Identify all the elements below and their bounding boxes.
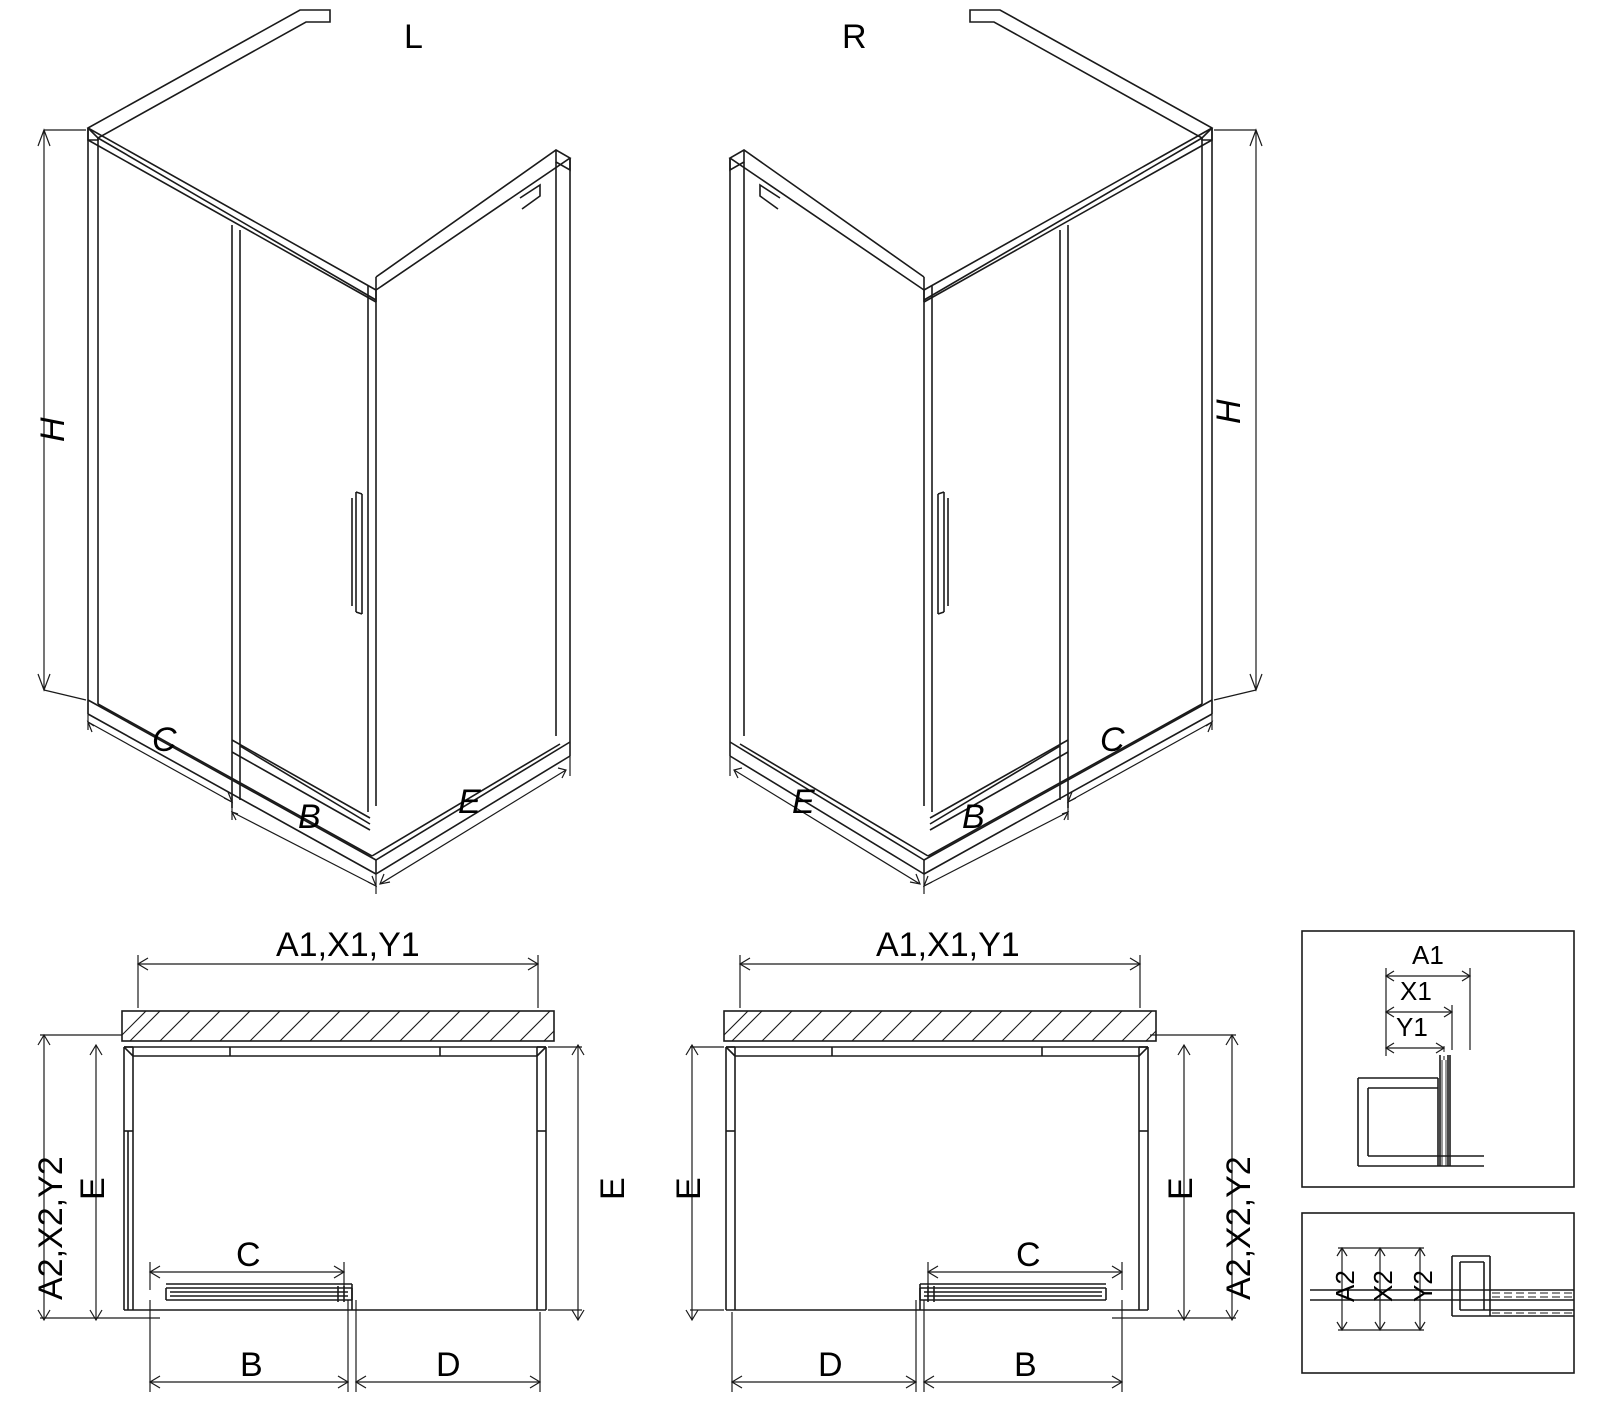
dimension-label-c-plan-left: C bbox=[236, 1236, 261, 1274]
dimension-label-h-left: H bbox=[34, 417, 72, 442]
dimension-label-b-plan-right: B bbox=[1014, 1346, 1037, 1384]
dimension-label-c-right-iso: C bbox=[1100, 721, 1125, 759]
dimension-label-e-plan-right-outer: E bbox=[670, 1177, 708, 1200]
dimension-label-d-plan-right: D bbox=[818, 1346, 843, 1384]
detail-label-a2: A2 bbox=[1330, 1270, 1360, 1302]
dimension-label-c-plan-right: C bbox=[1016, 1236, 1041, 1274]
view-label-left: L bbox=[404, 18, 423, 56]
dimension-label-a1x1y1-left: A1,X1,Y1 bbox=[276, 926, 420, 964]
plan-left-dimensions bbox=[38, 955, 584, 1392]
iso-view-right bbox=[730, 10, 1212, 874]
dimension-label-h-right: H bbox=[1210, 399, 1248, 424]
dimension-label-b-plan-left: B bbox=[240, 1346, 263, 1384]
dimension-label-e-left-iso: E bbox=[458, 783, 481, 821]
detail-label-y2: Y2 bbox=[1408, 1270, 1438, 1302]
detail-label-x2: X2 bbox=[1368, 1270, 1398, 1302]
plan-view-right bbox=[724, 1011, 1156, 1310]
dimension-h-left bbox=[34, 130, 86, 700]
detail-label-a1: A1 bbox=[1412, 940, 1444, 970]
plan-view-left bbox=[122, 1011, 554, 1310]
dimension-label-a2x2y2-right: A2,X2,Y2 bbox=[1220, 1156, 1258, 1300]
dimension-label-e-plan-left-outer: E bbox=[594, 1177, 632, 1200]
detail-label-y1: Y1 bbox=[1396, 1012, 1428, 1042]
dimension-label-b-right-iso: B bbox=[962, 798, 985, 836]
dimension-label-e-plan-right-inner: E bbox=[1162, 1177, 1200, 1200]
dimension-label-e-right-iso: E bbox=[792, 783, 815, 821]
dimension-label-b-left-iso: B bbox=[298, 798, 321, 836]
dimension-label-a1x1y1-right: A1,X1,Y1 bbox=[876, 926, 1020, 964]
dimension-label-e-plan-left-inner: E bbox=[74, 1177, 112, 1200]
dimension-label-a2x2y2-left: A2,X2,Y2 bbox=[32, 1156, 70, 1300]
dimension-label-d-plan-left: D bbox=[436, 1346, 461, 1384]
detail-label-x1: X1 bbox=[1400, 976, 1432, 1006]
dimension-label-c-left-iso: C bbox=[152, 721, 177, 759]
view-label-right: R bbox=[842, 18, 867, 56]
